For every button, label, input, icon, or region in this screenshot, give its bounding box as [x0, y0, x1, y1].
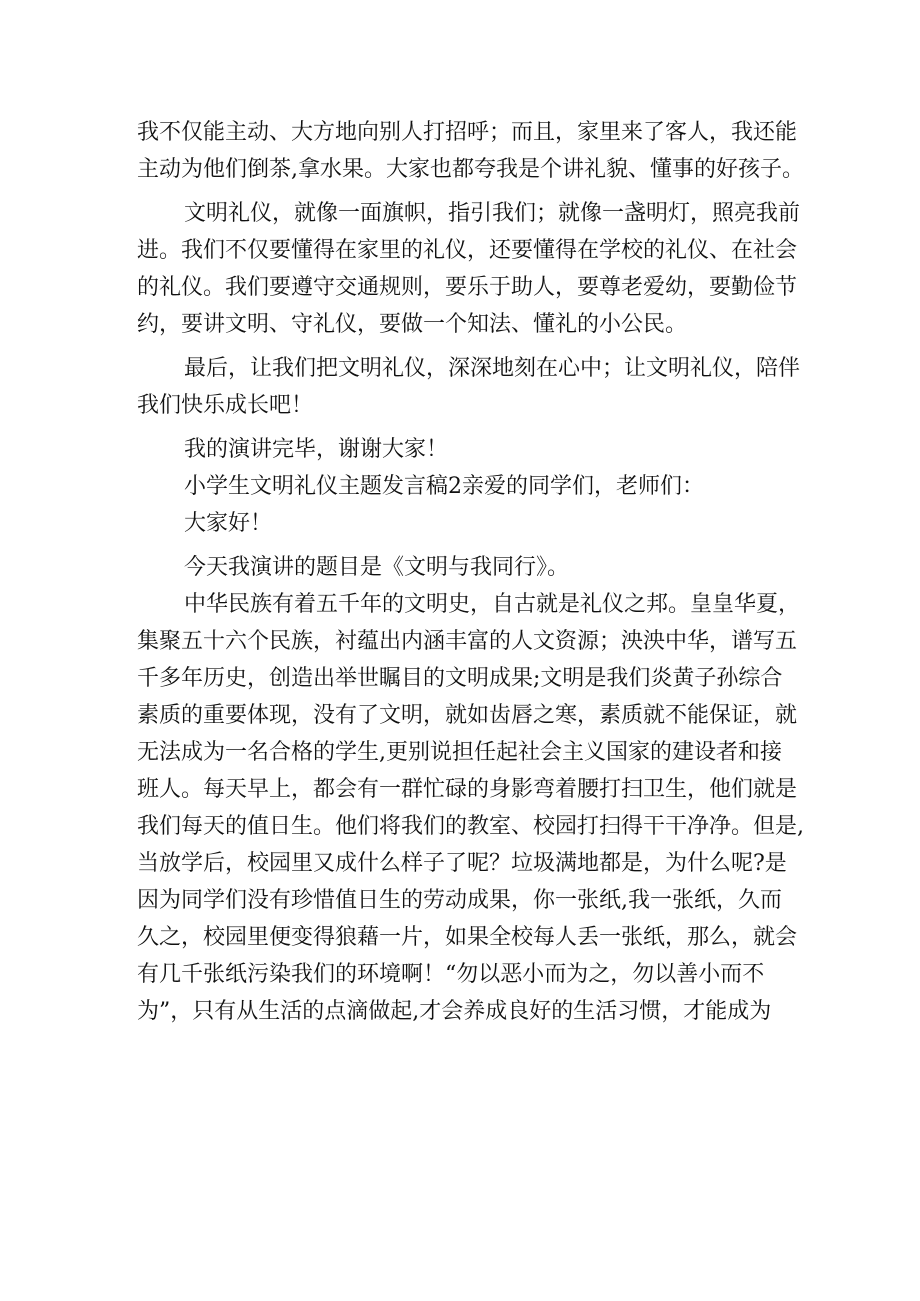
text-line: 我不仅能主动、大方地向别人打招呼；而且，家里来了客人，我还能 [137, 120, 798, 145]
paragraph-first-line: 中华民族有着五千年的文明史，自古就是礼仪之邦。皇皇华夏， [184, 592, 801, 617]
text-line: 的礼仪。我们要遵守交通规则，要乐于助人，要尊老爱幼，要勤俭节 [137, 275, 798, 300]
text-line: 久之，校园里便变得狼藉一片，如果全校每人丢一张纸，那么，就会 [137, 925, 798, 950]
section-heading-line: 小学生文明礼仪主题发言稿2亲爱的同学们，老师们： [184, 474, 704, 499]
text-line: 素质的重要体现，没有了文明，就如齿唇之寒，素质就不能保证，就 [137, 703, 798, 728]
text-line: 千多年历史，创造出举世瞩目的文明成果;文明是我们炎黄子孙综合 [137, 666, 783, 691]
topic-line: 今天我演讲的题目是《文明与我同行》。 [184, 555, 570, 580]
text-line: 我们每天的值日生。他们将我们的教室、校园打扫得干干净净。但是, [137, 814, 804, 839]
paragraph-first-line: 文明礼仪，就像一面旗帜，指引我们；就像一盏明灯，照亮我前 [184, 201, 801, 226]
text-line: 集聚五十六个民族，衬蕴出内涵丰富的人文资源；泱泱中华，谱写五 [137, 629, 798, 654]
paragraph-first-line: 我的演讲完毕，谢谢大家！ [184, 437, 449, 462]
text-line: 约，要讲文明、守礼仪，要做一个知法、懂礼的小公民。 [137, 312, 688, 337]
text-line: 有几千张纸污染我们的环境啊！“勿以恶小而为之，勿以善小而不 [137, 962, 765, 987]
text-line: 进。我们不仅要懂得在家里的礼仪，还要懂得在学校的礼仪、在社会 [137, 238, 798, 263]
text-line: 班人。每天早上，都会有一群忙碌的身影弯着腰打扫卫生，他们就是 [137, 777, 798, 802]
text-line: 我们快乐成长吧！ [137, 393, 314, 418]
text-line: 为”，只有从生活的点滴做起,才会养成良好的生活习惯，才能成为 [137, 999, 772, 1024]
paragraph-first-line: 最后，让我们把文明礼仪，深深地刻在心中；让文明礼仪，陪伴 [184, 356, 801, 381]
text-line: 无法成为一名合格的学生,更别说担任起社会主义国家的建设者和接 [137, 740, 782, 765]
text-line: 当放学后，校园里又成什么样子了呢？垃圾满地都是，为什么呢?是 [137, 851, 787, 876]
text-line: 因为同学们没有珍惜值日生的劳动成果，你一张纸,我一张纸，久而 [137, 888, 782, 913]
text-line: 主动为他们倒茶,拿水果。大家也都夸我是个讲礼貌、懂事的好孩子。 [137, 157, 804, 182]
greeting-line: 大家好！ [184, 511, 273, 536]
speech-text [137, 114, 804, 1030]
